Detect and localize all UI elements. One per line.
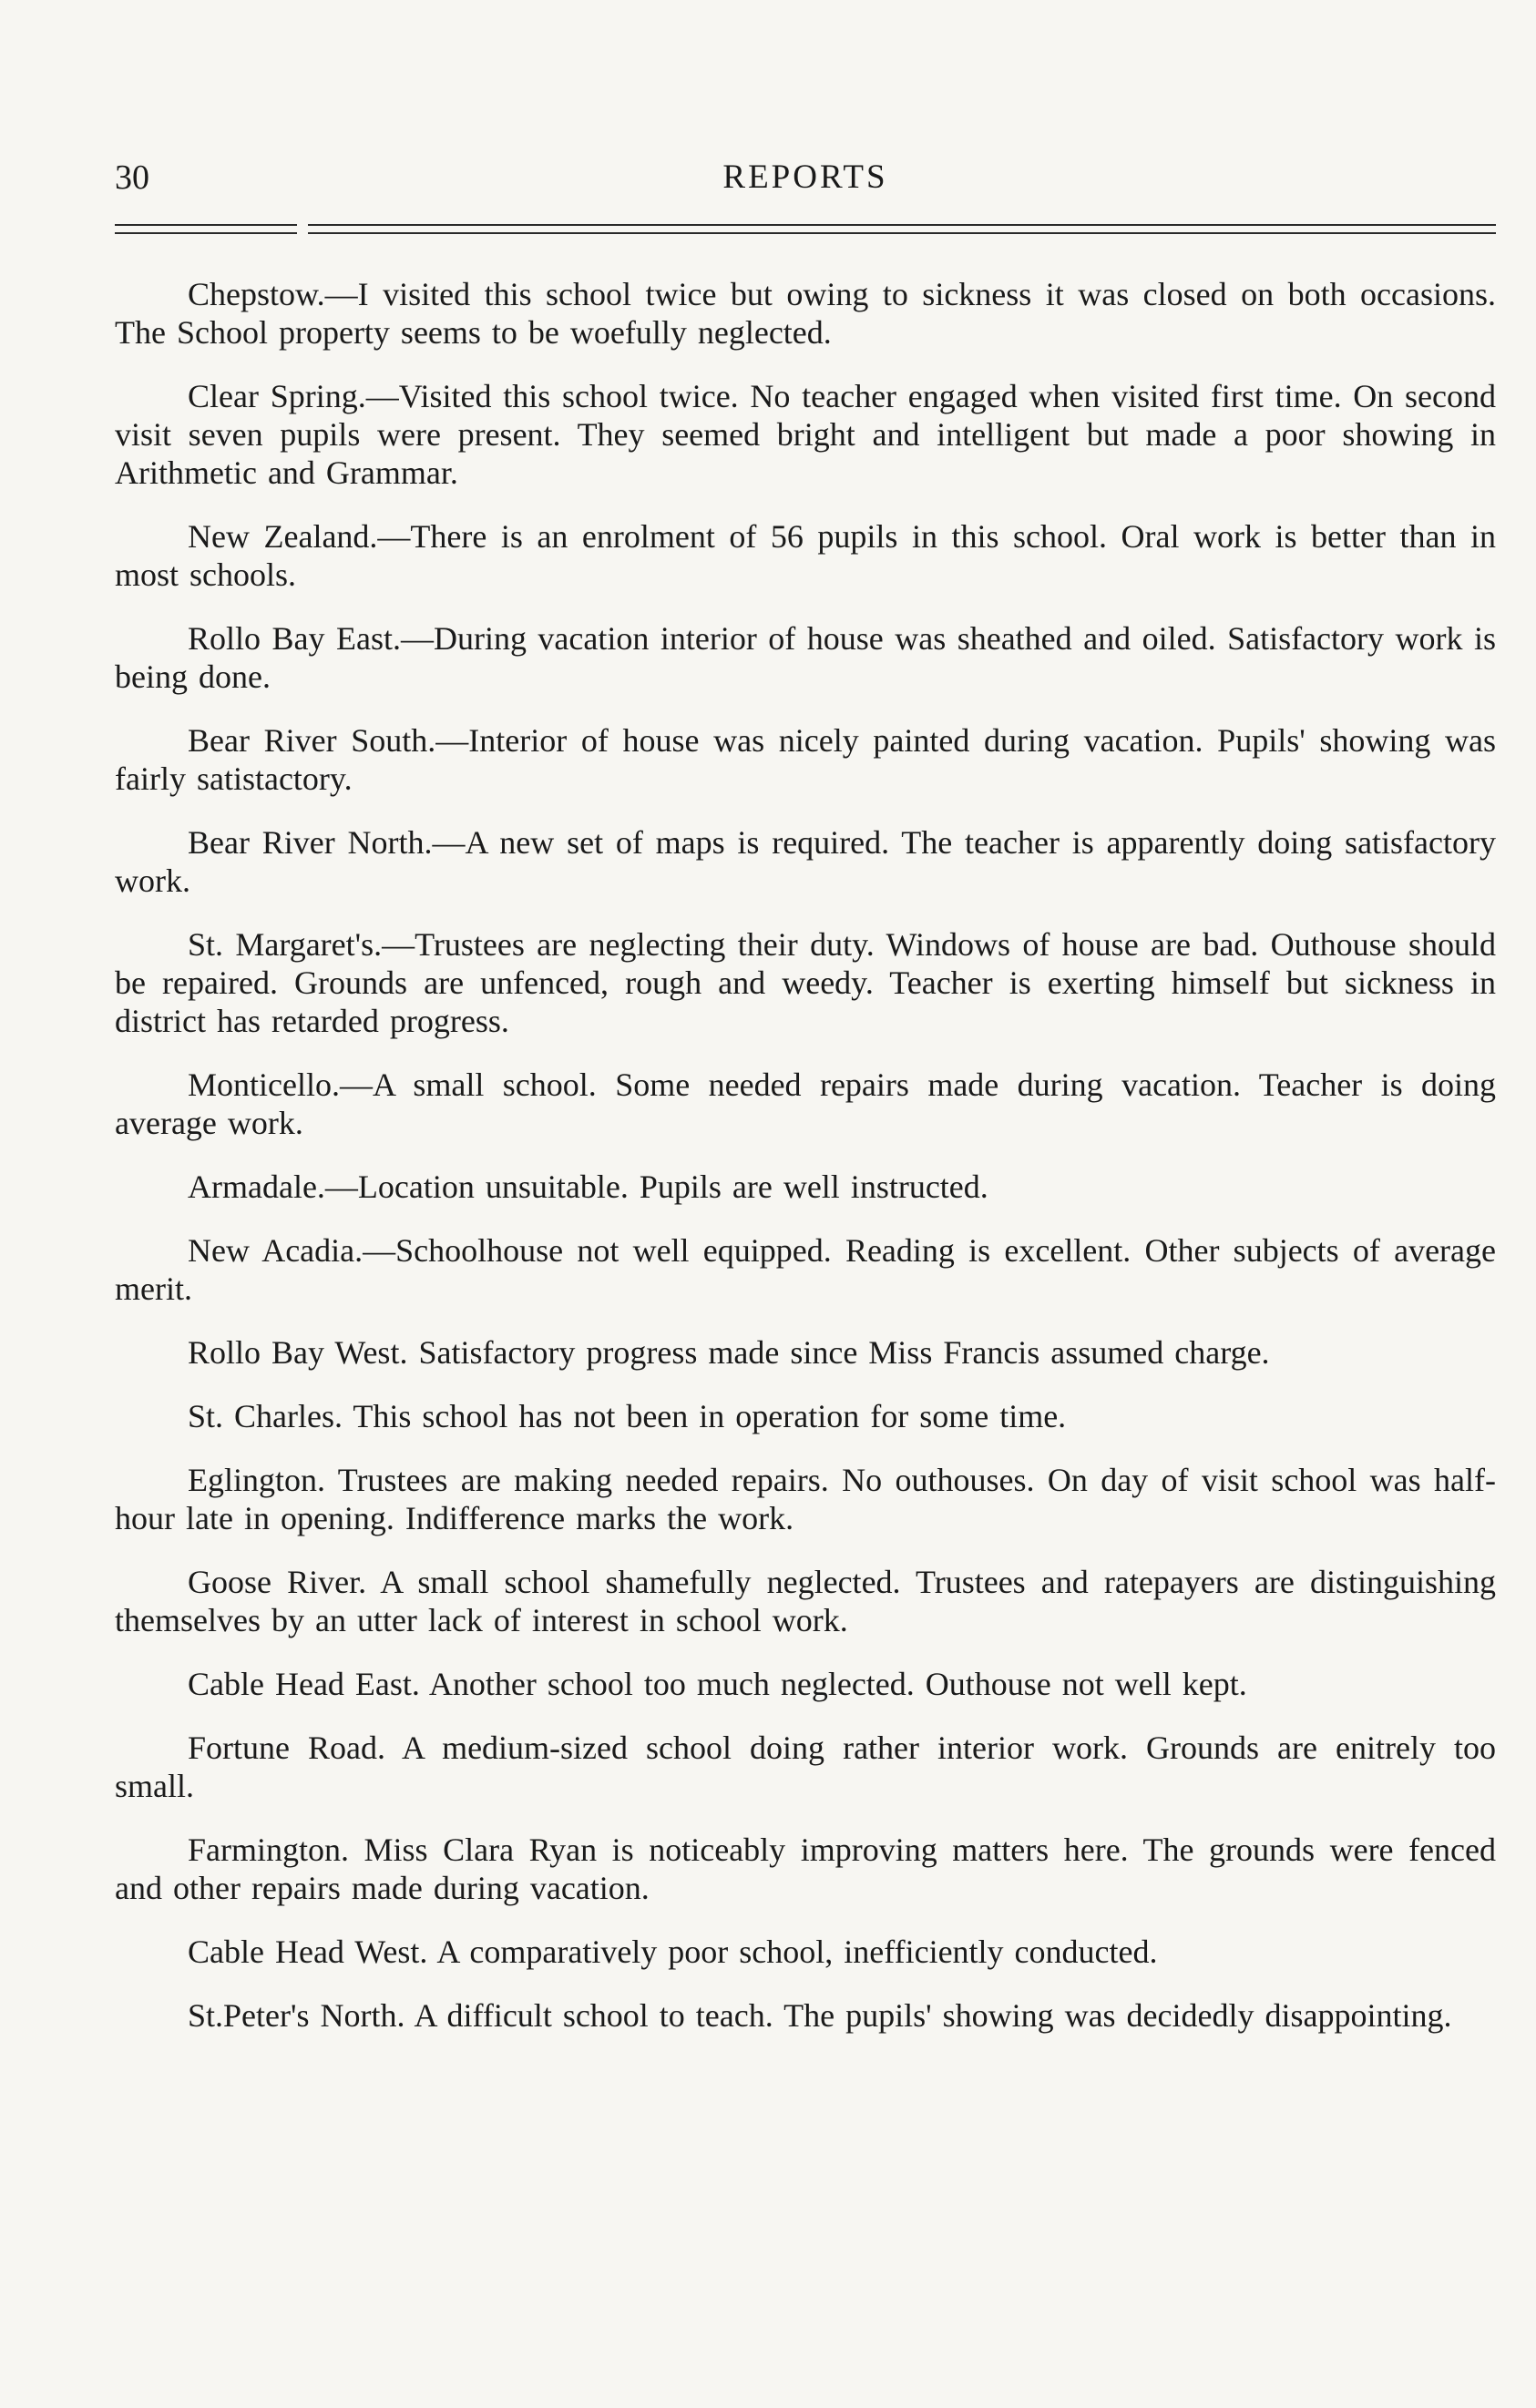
school-report-paragraph: Clear Spring.—Visited this school twice. No teacher engaged when visited first time. On second visit seven pupils were present. They seemed bright and intelligent but made a poor showing in Arithmetic and Grammar. (115, 378, 1496, 491)
school-report-paragraph: Monticello.—A small school. Some needed repairs made during vacation. Teacher is doing average work. (115, 1066, 1496, 1141)
school-report-paragraph: Eglington. Trustees are making needed repairs. No outhouses. On day of visit school was half-hour late in opening. Indifference marks the work. (115, 1462, 1496, 1536)
school-report-paragraph: St. Charles. This school has not been in operation for some time. (188, 1398, 1067, 1434)
header-double-rule (115, 224, 1496, 236)
header-rule-bottom (115, 232, 1496, 234)
page-header (115, 155, 1496, 200)
report-body (115, 275, 1496, 2060)
school-report-paragraph: New Zealand.—There is an enrolment of 56 pupils in this school. Oral work is better than in most schools. (115, 518, 1496, 593)
school-report-paragraph: Chepstow.—I visited this school twice but owing to sickness it was closed on both occasions. The School property seems to be woefully neglected. (115, 276, 1496, 351)
running-head-title: REPORTS (722, 158, 888, 196)
school-report-paragraph: Cable Head West. A comparatively poor school, inefficiently conducted. (188, 1934, 1158, 1970)
school-report-paragraph: Farmington. Miss Clara Ryan is noticeably improving matters here. The grounds were fenced and other repairs made during vacation. (115, 1832, 1496, 1906)
school-report-paragraph: Armadale.—Location unsuitable. Pupils are well instructed. (188, 1168, 988, 1205)
school-report-paragraph: Rollo Bay East.—During vacation interior of house was sheathed and oiled. Satisfactory work is being done. (115, 620, 1496, 695)
school-report-paragraph: St.Peter's North. A difficult school to teach. The pupils' showing was decidedly disappointing. (188, 1997, 1452, 2034)
header-rule-top (115, 224, 1496, 226)
school-report-paragraph: New Acadia.—Schoolhouse not well equipped. Reading is excellent. Other subjects of average merit. (115, 1232, 1496, 1307)
school-report-paragraph: Fortune Road. A medium-sized school doing rather interior work. Grounds are enitrely too small. (115, 1729, 1496, 1804)
page-number: 30 (115, 158, 149, 197)
school-report-paragraph: Cable Head East. Another school too much neglected. Outhouse not well kept. (188, 1666, 1247, 1702)
header-rule-break (297, 222, 308, 238)
school-report-paragraph: Rollo Bay West. Satisfactory progress made since Miss Francis assumed charge. (188, 1334, 1270, 1371)
school-report-paragraph: Goose River. A small school shamefully neglected. Trustees and ratepayers are distinguishing themselves by an utter lack of interest in school work. (115, 1564, 1496, 1638)
school-report-paragraph: St. Margaret's.—Trustees are neglecting their duty. Windows of house are bad. Outhouse should be repaired. Grounds are unfenced, rough and weedy. Teacher is exerting himself but sickness in district has retarded progress. (115, 926, 1496, 1039)
school-report-paragraph: Bear River South.—Interior of house was nicely painted during vacation. Pupils' showing was fairly satistactory. (115, 722, 1496, 797)
school-report-paragraph: Bear River North.—A new set of maps is required. The teacher is apparently doing satisfactory work. (115, 824, 1496, 899)
